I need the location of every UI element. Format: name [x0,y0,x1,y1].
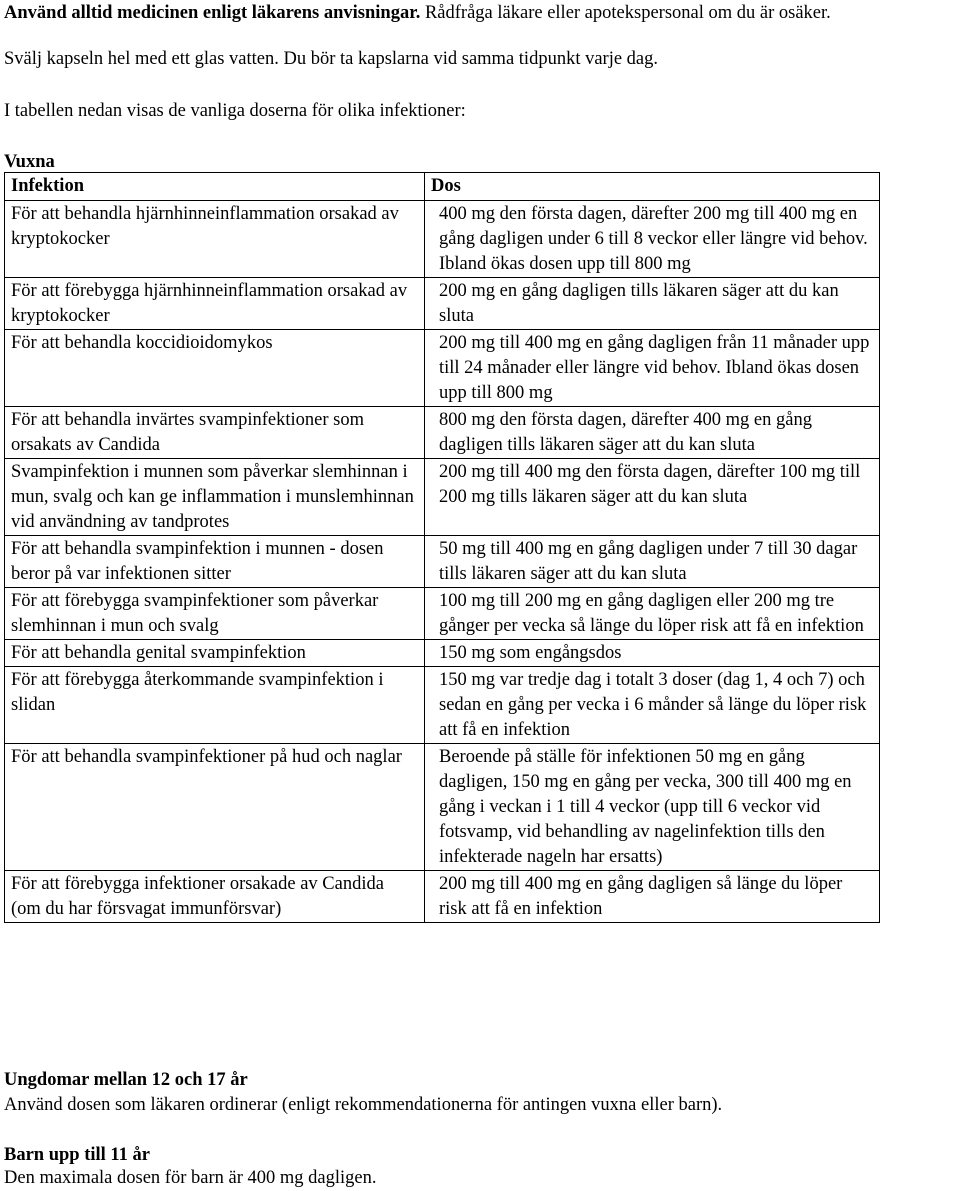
infection-cell: För att förebygga återkommande svampinfektion i slidan [5,667,425,744]
table-row [5,744,880,871]
dose-cell: Beroende på ställe för infektionen 50 mg en gång dagligen, 150 mg en gång per vecka, 300 till 400 mg en gång i veckan i 1 till 4 veckor (upp till 6 veckor vid fotsvamp, vid behandling av nagelinfektion tills den infekterade nageln har ersatts) [425,744,880,871]
dose-cell: 200 mg en gång dagligen tills läkaren säger att du kan sluta [425,278,880,330]
table-row [5,459,880,536]
dose-cell: 200 mg till 400 mg en gång dagligen från 11 månader upp till 24 månader eller längre vid behov. Ibland ökas dosen upp till 800 mg [425,330,880,407]
infection-cell: För att behandla invärtes svampinfektioner som orsakats av Candida [5,407,425,459]
infection-cell: För att förebygga hjärnhinneinflammation orsakad av kryptokocker [5,278,425,330]
table-row [5,536,880,588]
adults-heading: Vuxna [4,152,55,172]
teens-heading: Ungdomar mellan 12 och 17 år [4,1070,248,1090]
children-heading: Barn upp till 11 år [4,1145,150,1165]
table-row [5,330,880,407]
infection-cell: För att behandla svampinfektion i munnen - dosen beror på var infektionen sitter [5,536,425,588]
dose-cell: 200 mg till 400 mg den första dagen, därefter 100 mg till 200 mg tills läkaren säger att du kan sluta [425,459,880,536]
table-header-row [5,173,880,201]
children-text: Den maximala dosen för barn är 400 mg dagligen. [4,1168,377,1188]
table-row [5,640,880,667]
table-row [5,588,880,640]
table-row [5,667,880,744]
dose-cell: 50 mg till 400 mg en gång dagligen under 7 till 30 dagar tills läkaren säger att du kan sluta [425,536,880,588]
infection-cell: För att förebygga infektioner orsakade av Candida (om du har försvagat immunförsvar) [5,871,425,923]
dose-cell: 100 mg till 200 mg en gång dagligen eller 200 mg tre gånger per vecka så länge du löper risk att få en infektion [425,588,880,640]
table-row [5,407,880,459]
dose-cell: 150 mg som engångsdos [425,640,880,667]
infection-cell: För att behandla koccidioidomykos [5,330,425,407]
intro-line-1-rest: Rådfråga läkare eller apotekspersonal om du är osäker. [420,3,831,23]
infection-cell: Svampinfektion i munnen som påverkar slemhinnan i mun, svalg och kan ge inflammation i munslemhinnan vid användning av tandprotes [5,459,425,536]
infection-cell: För att behandla genital svampinfektion [5,640,425,667]
dose-cell: 400 mg den första dagen, därefter 200 mg till 400 mg en gång dagligen under 6 till 8 veckor eller längre vid behov. Ibland ökas dosen upp till 800 mg [425,201,880,278]
intro-line-3: I tabellen nedan visas de vanliga doserna för olika infektioner: [4,101,466,121]
table-row [5,871,880,923]
table-row [5,201,880,278]
intro-line-1 [4,1,831,26]
dose-cell: 150 mg var tredje dag i totalt 3 doser (dag 1, 4 och 7) och sedan en gång per vecka i 6 månder så länge du löper risk att få en infektion [425,667,880,744]
header-infection: Infektion [5,173,425,201]
teens-text: Använd dosen som läkaren ordinerar (enligt rekommendationerna för antingen vuxna eller barn). [4,1095,723,1115]
infection-cell: För att behandla hjärnhinneinflammation orsakad av kryptokocker [5,201,425,278]
infection-cell: För att behandla svampinfektioner på hud och naglar [5,744,425,871]
table-row [5,278,880,330]
dose-cell: 800 mg den första dagen, därefter 400 mg en gång dagligen tills läkaren säger att du kan sluta [425,407,880,459]
dose-table [4,172,880,923]
infection-cell: För att förebygga svampinfektioner som påverkar slemhinnan i mun och svalg [5,588,425,640]
header-dose: Dos [425,173,880,201]
dose-table-body [5,201,880,923]
dose-cell: 200 mg till 400 mg en gång dagligen så länge du löper risk att få en infektion [425,871,880,923]
intro-line-1-bold: Använd alltid medicinen enligt läkarens anvisningar. [4,3,421,23]
intro-line-2: Svälj kapseln hel med ett glas vatten. Du bör ta kapslarna vid samma tidpunkt varje dag. [4,49,659,69]
